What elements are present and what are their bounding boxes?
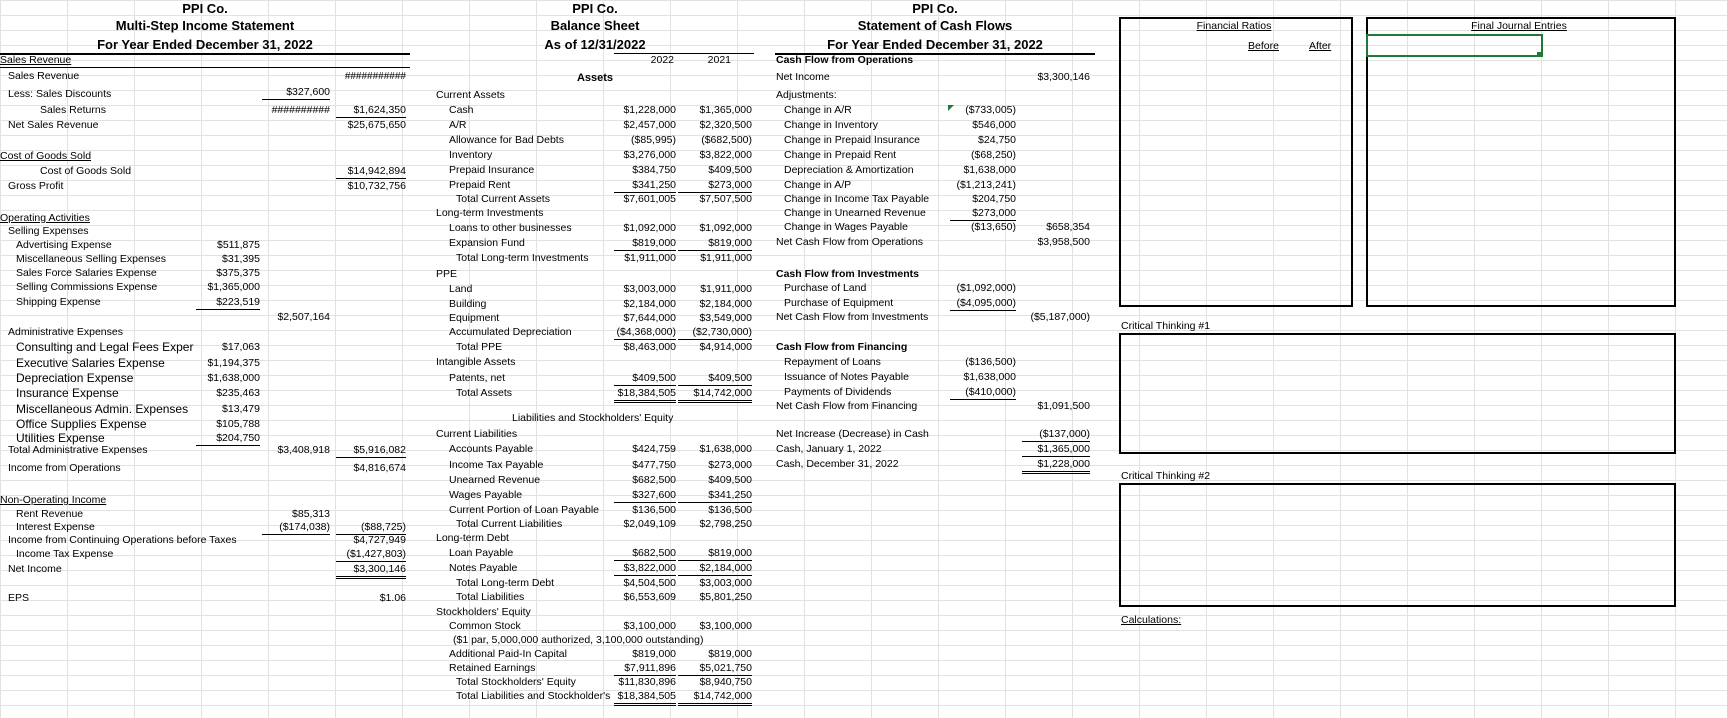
balance-row-2021: $409,500 (708, 164, 752, 176)
balance-row-2021: $2,184,000 (699, 298, 752, 310)
income-row-expense: $223,519 (196, 296, 260, 310)
selected-cell[interactable] (1366, 34, 1543, 57)
balance-row-label: Land (449, 283, 473, 295)
cash-row-label: Purchase of Equipment (784, 297, 894, 309)
balance-row-2021: $1,365,000 (699, 104, 752, 116)
balance-title: Balance Sheet (550, 18, 640, 33)
balance-row-label: Current Liabilities (436, 428, 518, 440)
balance-row-label: Total Long-term Debt (456, 577, 555, 589)
cash-row-label: Change in Wages Payable (784, 221, 908, 233)
cash-row-label: Cash Flow from Operations (776, 54, 914, 66)
balance-company: PPI Co. (572, 1, 618, 16)
balance-row-2021: $2,798,250 (699, 518, 752, 530)
income-row-amount: ($174,038) (262, 521, 330, 535)
balance-row-label: Inventory (449, 149, 493, 161)
cash-row-amount: ($68,250) (971, 149, 1016, 161)
income-row-label: Income from Operations (8, 462, 121, 474)
income-row-label: Consulting and Legal Fees Exper (16, 340, 194, 354)
income-row-label: Non-Operating Income (0, 494, 107, 506)
balance-row-2022: $1,092,000 (623, 222, 676, 234)
balance-row-2022: $3,003,000 (623, 283, 676, 295)
balance-row-2021: $14,742,000 (678, 690, 752, 706)
balance-row-2022: $682,500 (632, 474, 676, 486)
income-row-amount: $85,313 (292, 508, 330, 520)
income-row-expense: $1,638,000 (207, 372, 260, 384)
cash-row-label: Change in A/R (784, 104, 852, 116)
balance-row-2022: $384,750 (632, 164, 676, 176)
balance-row-2022: $3,822,000 (614, 562, 676, 576)
balance-row-2021: $8,940,750 (699, 676, 752, 688)
balance-row-label: Building (449, 298, 487, 310)
income-row-amount: ########## (271, 104, 330, 116)
cash-row-label: Adjustments: (776, 89, 837, 101)
cash-row-amount: $273,000 (950, 207, 1016, 221)
balance-row-2021: $2,184,000 (678, 562, 752, 576)
cash-row-amount: $1,638,000 (963, 164, 1016, 176)
cash-row-amount: $204,750 (972, 193, 1016, 205)
comment-indicator-icon (948, 105, 954, 111)
income-row-label: Sales Force Salaries Expense (16, 267, 157, 279)
income-row-amount: $2,507,164 (277, 311, 330, 323)
balance-row-label: Accumulated Depreciation (449, 326, 572, 338)
balance-row-label: Loan Payable (449, 547, 514, 559)
cash-row-label: Net Cash Flow from Financing (776, 400, 918, 412)
cash-row-label: Cash, January 1, 2022 (776, 443, 882, 455)
income-row-label: EPS (8, 592, 30, 604)
cash-row-label: Change in Income Tax Payable (784, 193, 930, 205)
cash-row-amount: $24,750 (978, 134, 1016, 146)
cash-row-label: Change in Prepaid Rent (784, 149, 897, 161)
income-row-total: $3,300,146 (336, 563, 406, 579)
balance-row-label: A/R (449, 119, 467, 131)
balance-row-2022: $7,601,005 (623, 193, 676, 205)
cash-row-amount: ($733,005) (965, 104, 1016, 116)
balance-row-2022: $3,100,000 (623, 620, 676, 632)
balance-col-2022: 2022 (650, 54, 674, 66)
income-row-label: Income from Continuing Operations before Taxes (8, 534, 237, 546)
balance-row-2021: $136,500 (708, 504, 752, 516)
cash-row-amount: ($1,213,241) (956, 179, 1016, 191)
cash-row-total: $1,365,000 (1022, 443, 1090, 457)
income-row-label: Sales Revenue (8, 70, 80, 82)
cash-row-label: Payments of Dividends (784, 386, 892, 398)
balance-row-2022: $2,049,109 (623, 518, 676, 530)
cash-row-total: $3,300,146 (1037, 71, 1090, 83)
balance-row-label: Stockholders' Equity (436, 606, 531, 618)
income-row-label: Utilities Expense (16, 431, 105, 445)
balance-row-2021: $3,822,000 (699, 149, 752, 161)
balance-row-2021: $14,742,000 (678, 387, 752, 403)
journal-entries-box[interactable] (1366, 17, 1676, 307)
balance-row-2022: $136,500 (632, 504, 676, 516)
fill-handle[interactable] (1537, 52, 1542, 57)
cash-row-amount: ($136,500) (965, 356, 1016, 368)
balance-row-2022: ($4,368,000) (614, 326, 676, 340)
income-row-label: Sales Revenue (0, 54, 410, 68)
balance-row-2022: $6,553,609 (623, 591, 676, 603)
income-row-label: Selling Expenses (8, 225, 89, 237)
cash-period: For Year Ended December 31, 2022 (827, 37, 1043, 52)
income-row-label: Income Tax Expense (16, 548, 114, 560)
balance-row-2021: $1,092,000 (699, 222, 752, 234)
income-row-total: $4,727,949 (353, 534, 406, 546)
balance-row-2021: $4,914,000 (699, 341, 752, 353)
income-row-label: Operating Activities (0, 212, 90, 224)
income-row-amount: $3,408,918 (277, 444, 330, 456)
income-row-label: Total Administrative Expenses (8, 444, 148, 456)
balance-row-label: Current Portion of Loan Payable (449, 504, 600, 516)
balance-row-label: Total Liabilities (456, 591, 525, 603)
journal-entries-title: Final Journal Entries (1471, 20, 1567, 32)
balance-row-label: PPE (436, 268, 458, 280)
cash-row-amount: $1,638,000 (963, 371, 1016, 383)
cash-row-total: ($137,000) (1022, 428, 1090, 442)
income-row-label: Administrative Expenses (8, 326, 123, 338)
balance-row-2021: $409,500 (678, 372, 752, 386)
cash-row-amount: ($4,095,000) (950, 297, 1016, 311)
income-row-label: Selling Commissions Expense (16, 281, 158, 293)
cash-row-label: Net Income (776, 71, 830, 83)
balance-row-2021: $273,000 (678, 179, 752, 193)
balance-row-label: Total Stockholders' Equity (456, 676, 576, 688)
balance-row-label: Total Long-term Investments (456, 252, 589, 264)
balance-row-label: Intangible Assets (436, 356, 516, 368)
income-period: For Year Ended December 31, 2022 (97, 37, 313, 52)
critical-thinking-2-box[interactable] (1119, 483, 1676, 607)
balance-row-2022: $477,750 (632, 459, 676, 471)
financial-ratios-box[interactable] (1119, 17, 1353, 307)
cash-company: PPI Co. (912, 1, 958, 16)
balance-row-2022: $18,384,505 (614, 387, 676, 403)
balance-row-2021: $819,000 (708, 648, 752, 660)
income-row-label: Insurance Expense (16, 386, 119, 400)
balance-row-label: Total PPE (456, 341, 503, 353)
cash-row-label: Cash Flow from Investments (776, 268, 919, 280)
cash-row-label: Change in A/P (784, 179, 852, 191)
balance-row-label: ($1 par, 5,000,000 authorized, 3,100,000 outstanding) (453, 634, 704, 646)
income-row-expense: $1,365,000 (207, 281, 260, 293)
cash-row-label: Purchase of Land (784, 282, 867, 294)
balance-row-label: Long-term Debt (436, 532, 509, 544)
balance-row-2021: ($2,730,000) (678, 326, 752, 340)
balance-row-2022: $341,250 (614, 179, 676, 193)
income-row-total: $10,732,756 (347, 180, 406, 192)
income-row-total: $25,675,650 (347, 119, 406, 131)
cash-row-label: Change in Unearned Revenue (784, 207, 926, 219)
balance-row-2021: $5,021,750 (678, 662, 752, 676)
cash-row-label: Issuance of Notes Payable (784, 371, 909, 383)
income-row-total: $4,816,674 (353, 462, 406, 474)
balance-row-2021: $273,000 (708, 459, 752, 471)
balance-row-2022: $409,500 (614, 372, 676, 386)
balance-row-2022: $2,184,000 (623, 298, 676, 310)
cash-row-label: Cash, December 31, 2022 (776, 458, 899, 470)
balance-row-2021: $819,000 (678, 237, 752, 251)
income-row-expense: $1,194,375 (207, 357, 260, 369)
cash-row-total: $3,958,500 (1037, 236, 1090, 248)
income-row-label: Cost of Goods Sold (40, 165, 132, 177)
income-row-label: Net Sales Revenue (8, 119, 99, 131)
balance-row-label: Equipment (449, 312, 500, 324)
income-row-label: Sales Returns (40, 104, 106, 116)
income-row-label: Advertising Expense (16, 239, 112, 251)
income-row-label: Miscellaneous Selling Expenses (16, 253, 166, 265)
balance-row-2022: $4,504,500 (623, 577, 676, 589)
balance-row-label: Total Current Liabilities (456, 518, 563, 530)
income-row-total: $1,624,350 (336, 104, 406, 118)
cash-row-amount: ($410,000) (950, 386, 1016, 400)
cash-row-amount: $546,000 (972, 119, 1016, 131)
balance-row-label: Loans to other businesses (449, 222, 572, 234)
income-row-label: Interest Expense (16, 521, 95, 533)
income-row-label: Office Supplies Expense (16, 417, 147, 431)
ratios-before-label: Before (1248, 40, 1279, 52)
cash-title: Statement of Cash Flows (857, 18, 1013, 33)
income-row-expense: $31,395 (222, 253, 260, 265)
balance-row-label: Unearned Revenue (449, 474, 541, 486)
cash-row-label: Net Increase (Decrease) in Cash (776, 428, 929, 440)
income-row-expense: $375,375 (216, 267, 260, 279)
balance-row-2021: $3,549,000 (699, 312, 752, 324)
cash-row-label: Depreciation & Amortization (784, 164, 914, 176)
balance-col-rule (614, 53, 754, 54)
balance-row-label: Long-term Investments (436, 207, 544, 219)
cash-row-label: Net Cash Flow from Investments (776, 311, 929, 323)
balance-row-label: Expansion Fund (449, 237, 525, 249)
cash-row-amount: ($1,092,000) (956, 282, 1016, 294)
balance-row-2022: $8,463,000 (623, 341, 676, 353)
balance-row-2021: $3,100,000 (699, 620, 752, 632)
balance-row-2022: $2,457,000 (623, 119, 676, 131)
balance-col-2021: 2021 (707, 54, 731, 66)
balance-row-label: Notes Payable (449, 562, 518, 574)
balance-row-2021: $5,801,250 (699, 591, 752, 603)
balance-row-2022: $3,276,000 (623, 149, 676, 161)
balance-row-2021: $7,507,500 (699, 193, 752, 205)
cash-row-label: Cash Flow from Financing (776, 341, 908, 353)
income-title: Multi-Step Income Statement (115, 18, 295, 33)
balance-row-2022: $819,000 (632, 648, 676, 660)
balance-row-label: Allowance for Bad Debts (449, 134, 564, 146)
income-row-expense: $13,479 (222, 403, 260, 415)
cash-row-label: Repayment of Loans (784, 356, 881, 368)
balance-row-label: Income Tax Payable (449, 459, 544, 471)
balance-row-label: Total Assets (456, 387, 513, 399)
liabilities-header: Liabilities and Stockholders' Equity (512, 412, 674, 424)
income-row-label: Depreciation Expense (16, 371, 134, 385)
income-row-expense: $511,875 (216, 239, 260, 251)
income-row-total: $5,916,082 (336, 444, 406, 458)
balance-row-2021: $2,320,500 (699, 119, 752, 131)
financial-ratios-title: Financial Ratios (1196, 20, 1272, 32)
balance-row-2022: $327,600 (614, 489, 676, 503)
balance-row-label: Total Current Assets (456, 193, 550, 205)
income-row-amount: $327,600 (262, 86, 330, 100)
cash-row-total: $1,091,500 (1037, 400, 1090, 412)
income-row-label: Executive Salaries Expense (16, 356, 165, 370)
balance-row-2022: ($85,995) (631, 134, 676, 146)
balance-row-2021: $409,500 (708, 474, 752, 486)
income-row-expense: $204,750 (196, 432, 260, 446)
assets-header: Assets (576, 72, 614, 84)
balance-row-2021: $819,000 (678, 547, 752, 561)
cash-row-total: $1,228,000 (1022, 458, 1090, 474)
income-row-expense: $235,463 (216, 387, 260, 399)
balance-row-2021: $1,911,000 (700, 283, 752, 295)
balance-row-label: Total Liabilities and Stockholder's (456, 690, 611, 702)
balance-row-2022: $18,384,505 (614, 690, 676, 706)
income-row-total: ########### (344, 71, 406, 82)
cash-row-total: $658,354 (1046, 221, 1090, 233)
balance-row-label: Accounts Payable (449, 443, 534, 455)
income-row-total: $1.06 (379, 592, 406, 604)
income-row-total: ($88,725) (336, 521, 406, 535)
balance-row-label: Prepaid Insurance (449, 164, 535, 176)
income-row-label: Miscellaneous Admin. Expenses (16, 402, 189, 416)
income-row-expense: $17,063 (222, 341, 260, 353)
income-row-label: Shipping Expense (16, 296, 101, 308)
balance-row-label: Retained Earnings (449, 662, 536, 674)
balance-row-2022: $1,228,000 (623, 104, 676, 116)
balance-row-2022: $7,644,000 (623, 312, 676, 324)
income-row-total: ($1,427,803) (336, 548, 406, 562)
balance-row-2021: ($682,500) (701, 134, 752, 146)
cash-row-amount: ($13,650) (971, 221, 1016, 233)
balance-row-2021: $341,250 (678, 489, 752, 503)
balance-row-2022: $1,911,000 (624, 252, 676, 264)
critical-thinking-1-label: Critical Thinking #1 (1121, 320, 1211, 332)
balance-row-2021: $1,638,000 (699, 443, 752, 455)
cash-row-label: Change in Prepaid Insurance (784, 134, 921, 146)
income-row-total: $14,942,894 (336, 165, 406, 179)
income-row-label: Gross Profit (8, 180, 64, 192)
balance-row-label: Additional Paid-In Capital (449, 648, 567, 660)
balance-row-2022: $682,500 (614, 547, 676, 561)
cash-row-label: Change in Inventory (784, 119, 878, 131)
balance-row-2022: $819,000 (614, 237, 676, 251)
balance-row-2021: $3,003,000 (699, 577, 752, 589)
income-row-label: Rent Revenue (16, 508, 84, 520)
ratios-after-label: After (1309, 40, 1332, 52)
balance-row-label: Common Stock (449, 620, 521, 632)
balance-row-2022: $7,911,896 (614, 662, 676, 676)
balance-row-2021: $1,911,000 (700, 252, 752, 264)
balance-row-label: Cash (449, 104, 474, 116)
balance-row-2022: $424,759 (632, 443, 676, 455)
income-row-expense: $105,788 (216, 418, 260, 430)
income-row-label: Cost of Goods Sold (0, 150, 92, 162)
balance-row-label: Current Assets (436, 89, 505, 101)
income-row-label: Net Income (8, 563, 62, 575)
balance-row-label: Wages Payable (449, 489, 523, 501)
income-row-label: Less: Sales Discounts (8, 88, 112, 100)
balance-row-label: Prepaid Rent (449, 179, 511, 191)
balance-row-label: Patents, net (449, 372, 506, 384)
calculations-label: Calculations: (1121, 614, 1182, 626)
cash-row-label: Net Cash Flow from Operations (776, 236, 924, 248)
income-company: PPI Co. (182, 1, 228, 16)
balance-row-2022: $11,830,896 (618, 676, 676, 688)
critical-thinking-1-box[interactable] (1119, 333, 1676, 454)
balance-period: As of 12/31/2022 (544, 37, 646, 52)
critical-thinking-2-label: Critical Thinking #2 (1121, 470, 1211, 482)
cash-row-total: ($5,187,000) (1030, 311, 1090, 323)
